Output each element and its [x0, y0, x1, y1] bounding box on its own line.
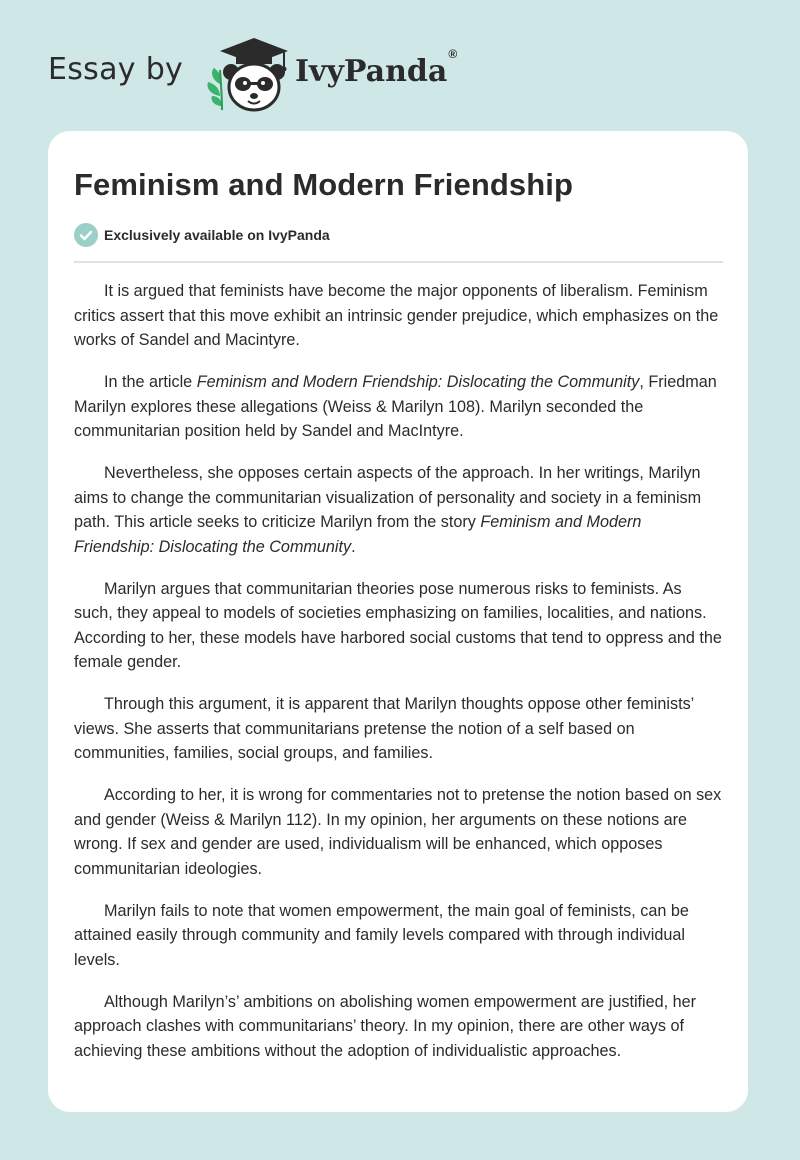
check-circle-icon	[74, 223, 98, 247]
exclusive-label: Exclusively available on IvyPanda	[104, 227, 330, 243]
brand-name[interactable]: IvyPanda®	[295, 47, 458, 89]
article-title-reference: Feminism and Modern Friendship: Dislocating the Community	[196, 373, 640, 391]
panda-graduate-logo-icon[interactable]	[200, 34, 296, 114]
site-header	[48, 30, 468, 110]
page-title: Feminism and Modern Friendship	[74, 167, 574, 202]
divider	[74, 261, 723, 263]
article-title-reference: Feminism and Modern Friendship: Dislocating the Community	[74, 513, 642, 556]
paragraph: Marilyn fails to note that women empowerment, the main goal of feminists, can be attained easily through community and family levels compared with through individual levels.	[74, 901, 689, 969]
paragraph: Through this argument, it is apparent that Marilyn thoughts oppose other feminists’ views. She asserts that communitarians pretense the notion of a self based on communities, families, social groups, and families.	[74, 695, 694, 762]
paragraph: Nevertheless, she opposes certain aspects of the approach. In her writings, Marilyn aims to change the communitarian visualization of personality and society in a feminism path. This article seeks to criticize Marilyn from the story Feminism and Modern Friendship: Dislocating the Community.	[74, 464, 702, 556]
exclusive-notice	[74, 222, 330, 248]
paragraph: In the article Feminism and Modern Friendship: Dislocating the Community, Friedman Marilyn explores these allegations (Weiss & Marilyn 108). Marilyn seconded the communitarian position held by Sandel and MacIntyre.	[74, 373, 717, 440]
essay-by-label: Essay by	[48, 52, 184, 87]
essay-card	[48, 131, 748, 1112]
paragraph: Marilyn argues that communitarian theories pose numerous risks to feminists. As such, they appeal to models of societies emphasizing on families, localities, and nations. According to her, these models have harbored social customs that tend to oppress and the female gender.	[74, 579, 722, 671]
paragraph: It is argued that feminists have become the major opponents of liberalism. Feminism critics assert that this move exhibit an intrinsic gender prejudice, which emphasizes on the works of Sandel and Macintyre.	[74, 282, 719, 349]
registered-mark: ®	[448, 47, 458, 61]
paragraph: Although Marilyn’s’ ambitions on abolishing women empowerment are justified, her approach clashes with communitarians’ theory. In my opinion, there are other ways of achieving these ambitions without the adoption of individualistic approaches.	[74, 992, 697, 1060]
paragraph: According to her, it is wrong for commentaries not to pretense the notion based on sex and gender (Weiss & Marilyn 112). In my opinion, her arguments on these notions are wrong. If sex and gender are used, individualism will be enhanced, which opposes communitarian ideologies.	[74, 786, 722, 878]
essay-body	[74, 279, 724, 1081]
